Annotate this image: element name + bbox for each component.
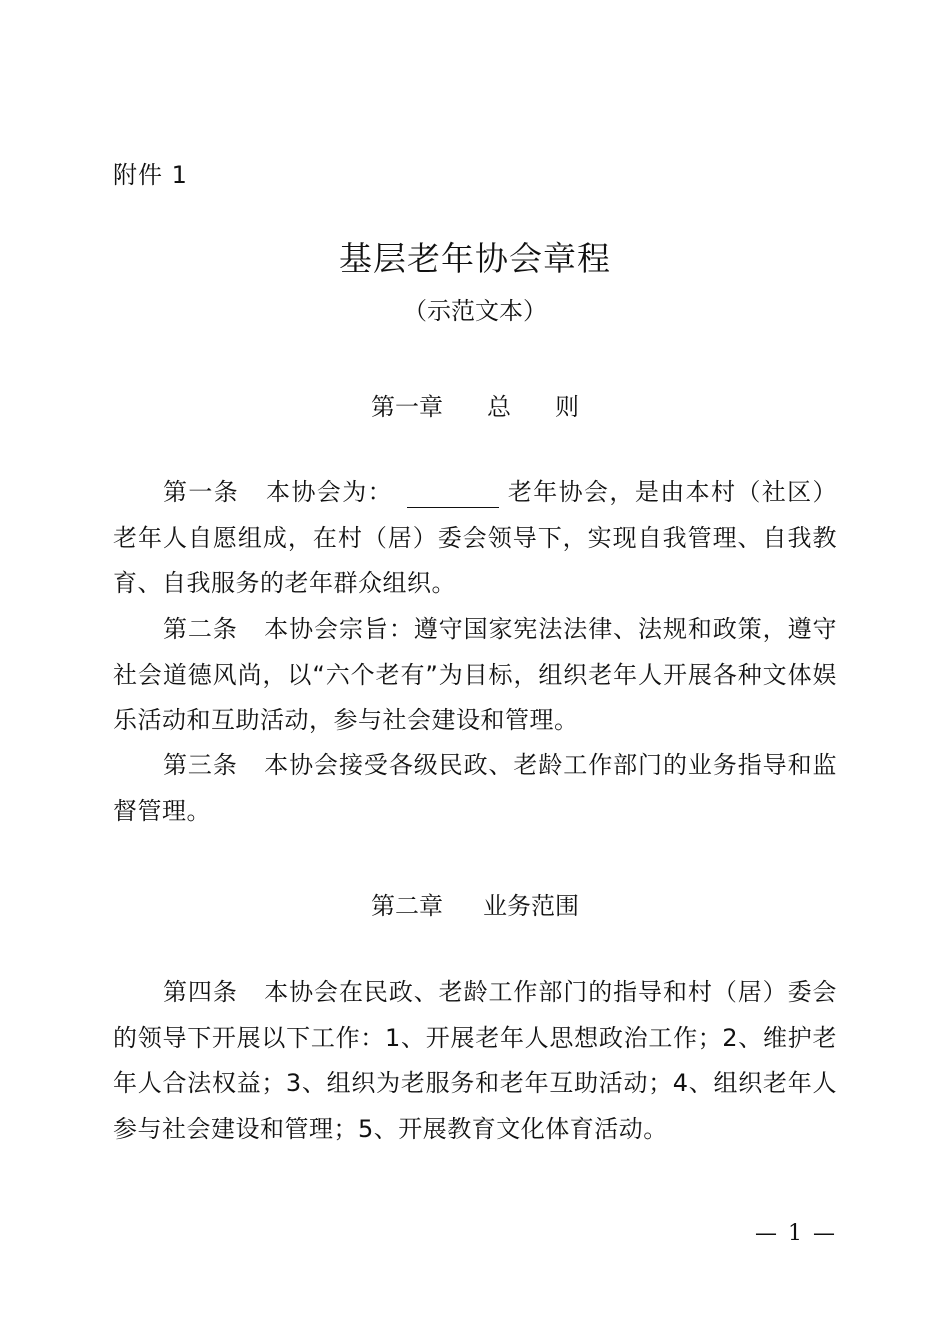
- article-1-text-before-blank: 本协会为：: [265, 478, 393, 506]
- article-4: [113, 970, 837, 1152]
- article-2: [113, 607, 837, 744]
- attachment-label: 附件 1: [113, 161, 188, 189]
- document-subtitle: （示范文本）: [403, 297, 547, 325]
- chapter-2-number: 第二章: [371, 892, 443, 920]
- document-title: 基层老年协会章程: [339, 239, 611, 278]
- article-4-label: 第四条: [163, 978, 238, 1006]
- article-2-text: 本协会宗旨：遵守国家宪法法律、法规和政策，遵守社会道德风尚，以“六个老有”为目标，组织老年人开展各种文体娱乐活动和互助活动，参与社会建设和管理。: [113, 615, 838, 734]
- chapter-1-name-part-b: 则: [555, 393, 579, 421]
- article-1-label: 第一条: [163, 478, 240, 506]
- article-1: [113, 470, 837, 607]
- chapter-1-number: 第一章: [371, 393, 443, 421]
- page-number: — 1 —: [755, 1221, 837, 1246]
- chapter-1-name-part-a: 总: [487, 393, 511, 421]
- chapter-2-name: 业务范围: [483, 892, 579, 920]
- article-3: [113, 743, 837, 834]
- chapter-1-heading: [0, 387, 950, 427]
- article-1-text-after-blank: 老年协会，是由本村（社区）老年人自愿组成，在村（居）委会领导下，实现自我管理、自我教育、自我服务的老年群众组织。: [113, 478, 838, 597]
- chapter-2-heading: [0, 886, 950, 926]
- article-3-label: 第三条: [163, 751, 238, 779]
- article-4-text: 本协会在民政、老龄工作部门的指导和村（居）委会的领导下开展以下工作：1、开展老年人思想政治工作；2、维护老年人合法权益；3、组织为老服务和老年互助活动；4、组织老年人参与社会建设和管理；5、开展教育文化体育活动。: [113, 978, 838, 1143]
- fill-in-blank-line: [407, 481, 499, 508]
- article-2-label: 第二条: [163, 615, 238, 643]
- article-3-text: 本协会接受各级民政、老龄工作部门的业务指导和监督管理。: [113, 751, 838, 825]
